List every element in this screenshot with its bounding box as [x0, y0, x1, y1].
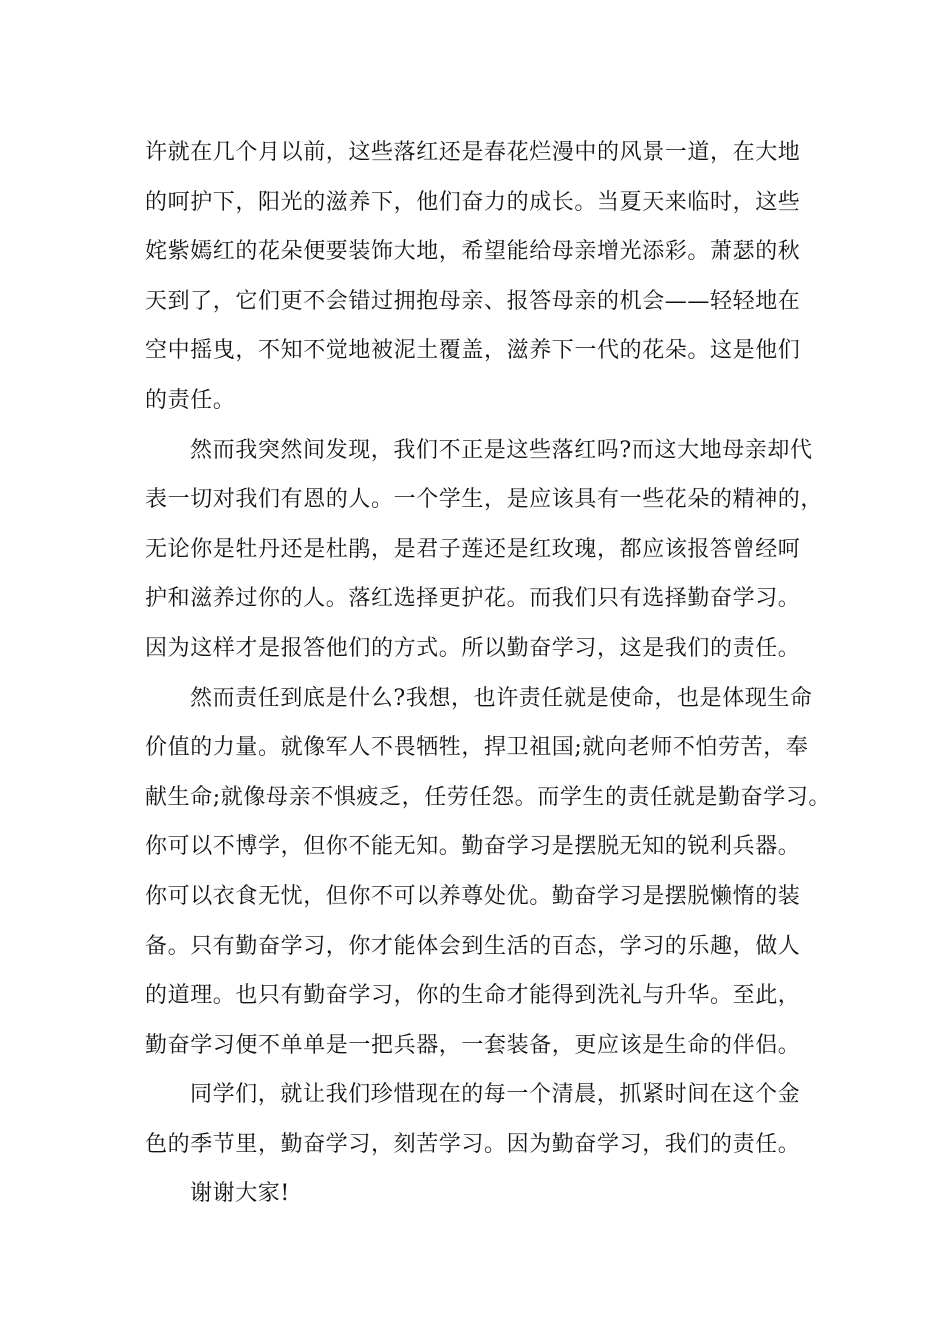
text-line: 表一切对我们有恩的人。一个学生，是应该具有一些花朵的精神的，	[145, 487, 824, 513]
text-line: 的呵护下，阳光的滋养下，他们奋力的成长。当夏天来临时，这些	[145, 189, 801, 215]
text-line: 你可以不博学，但你不能无知。勤奋学习是摆脱无知的锐利兵器。	[145, 834, 801, 860]
text-line: 然而我突然间发现，我们不正是这些落红吗?而这大地母亲却代	[190, 437, 813, 463]
paragraph	[145, 128, 825, 426]
document-body	[145, 128, 832, 1219]
text-line: 天到了，它们更不会错过拥抱母亲、报答母亲的机会——轻轻地在	[145, 288, 801, 314]
paragraph	[145, 426, 825, 674]
text-line: 色的季节里，勤奋学习，刻苦学习。因为勤奋学习，我们的责任。	[145, 1131, 801, 1157]
text-line: 因为这样才是报答他们的方式。所以勤奋学习，这是我们的责任。	[145, 635, 801, 661]
text-line: 然而责任到底是什么?我想，也许责任就是使命，也是体现生命	[190, 685, 813, 711]
text-line: 同学们，就让我们珍惜现在的每一个清晨，抓紧时间在这个金	[190, 1082, 801, 1108]
text-line: 无论你是牡丹还是杜鹃，是君子莲还是红玫瑰，都应该报答曾经呵	[145, 536, 801, 562]
text-line: 你可以衣食无忧，但你不可以养尊处优。勤奋学习是摆脱懒惰的装	[145, 883, 801, 909]
paragraph	[145, 1070, 825, 1169]
paragraph	[145, 674, 832, 1071]
text-line: 姹紫嫣红的花朵便要装饰大地，希望能给母亲增光添彩。萧瑟的秋	[145, 239, 801, 265]
text-line: 备。只有勤奋学习，你才能体会到生活的百态，学习的乐趣，做人	[145, 933, 801, 959]
text-line: 空中摇曳，不知不觉地被泥土覆盖，滋养下一代的花朵。这是他们	[145, 338, 801, 364]
closing-line: 谢谢大家!	[190, 1181, 290, 1207]
text-line: 价值的力量。就像军人不畏牺牲，捍卫祖国;就向老师不怕劳苦，奉	[145, 735, 809, 761]
text-line: 许就在几个月以前，这些落红还是春花烂漫中的风景一道，在大地	[145, 140, 801, 165]
text-line: 的责任。	[145, 387, 236, 413]
paragraph	[145, 1169, 825, 1219]
text-line: 护和滋养过你的人。落红选择更护花。而我们只有选择勤奋学习。	[145, 586, 801, 612]
text-line: 的道理。也只有勤奋学习，你的生命才能得到洗礼与升华。至此，	[145, 983, 801, 1009]
text-line: 献生命;就像母亲不惧疲乏，任劳任怨。而学生的责任就是勤奋学习。	[145, 784, 832, 810]
text-line: 勤奋学习便不单单是一把兵器，一套装备，更应该是生命的伴侣。	[145, 1032, 801, 1058]
